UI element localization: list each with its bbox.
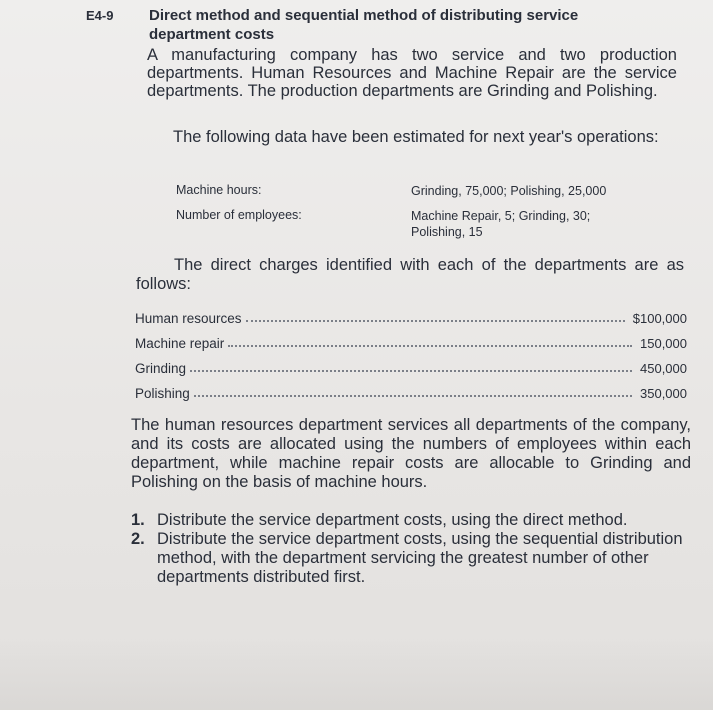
requirement-item [131,530,696,587]
estimate-value-employees: Machine Repair, 5; Grinding, 30; Polishing, 15 [411,209,591,239]
requirement-text: Distribute the service department costs, using the sequential distribution method, with the department servicing the greatest number of other departments distributed first. [157,530,683,586]
charge-department: Human resources [135,311,242,326]
page-shadow [0,640,713,710]
estimate-label-machine-hours: Machine hours: [176,183,262,197]
charge-department: Machine repair [135,336,225,351]
requirement-item [131,511,696,530]
charge-amount: $100,000 [632,311,687,326]
requirement-text: Distribute the service department costs, using the direct method. [157,511,628,529]
charge-row [135,381,687,401]
requirement-number: 2. [131,530,145,548]
charge-row [135,331,687,351]
charge-amount: 150,000 [640,336,687,351]
intro-paragraph: A manufacturing company has two service and two production departments. Human Resources and Machine Repair are the service departments. The production departments are Grinding and Polishing. [147,46,677,100]
charge-row [135,356,687,376]
estimate-value-machine-hours: Grinding, 75,000; Polishing, 25,000 [411,184,607,198]
leader-dots [228,345,632,347]
exercise-title: Direct method and sequential method of distributing service department costs [149,7,579,43]
estimate-label-employees: Number of employees: [176,208,302,222]
allocation-paragraph: The human resources department services all departments of the company, and its costs are allocated using the numbers of employees within each department, while machine repair costs are allocable to Grinding and Polishing on the basis of machine hours. [131,416,691,491]
charge-amount: 350,000 [640,386,687,401]
charge-department: Polishing [135,386,190,401]
leader-dots [190,370,632,372]
exercise-number: E4-9 [86,8,114,23]
requirement-number: 1. [131,511,145,529]
charge-department: Grinding [135,361,187,376]
leader-dots [194,395,632,397]
charges-intro: The direct charges identified with each of the departments are as follows: [136,256,684,293]
charge-amount: 450,000 [640,361,687,376]
charge-row [135,306,687,326]
estimate-intro: The following data have been estimated for next year's operations: [173,128,659,146]
leader-dots [246,320,625,322]
